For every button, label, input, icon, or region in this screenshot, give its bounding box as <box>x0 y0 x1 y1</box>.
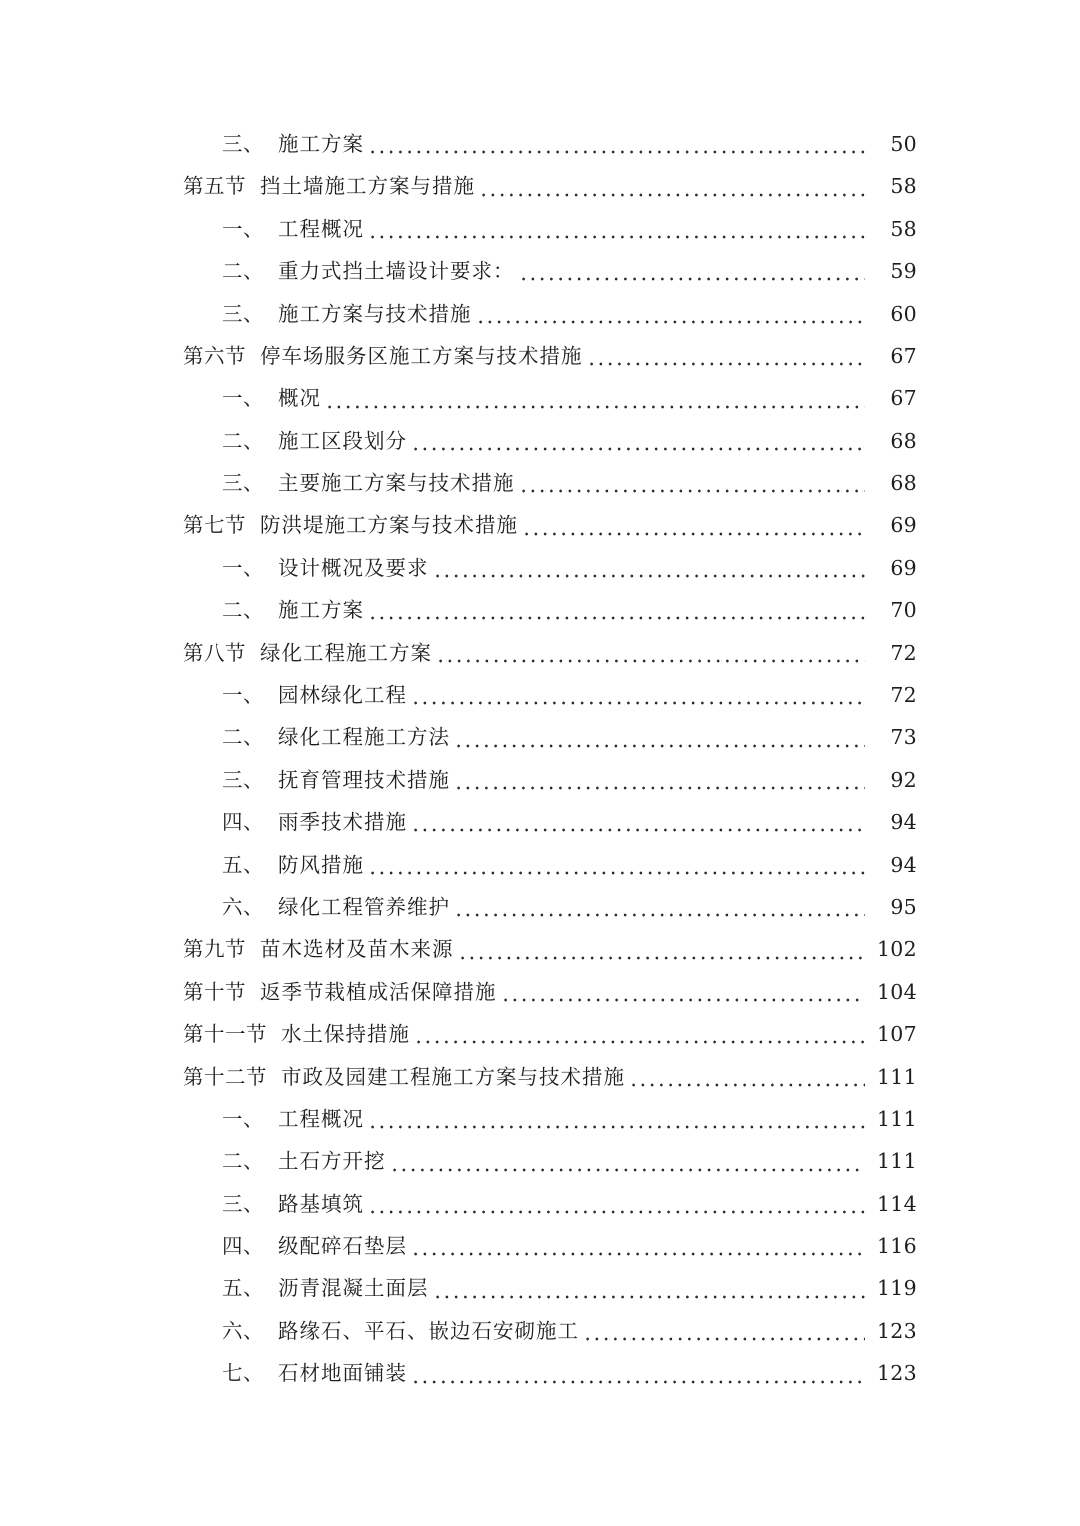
toc-entry-label <box>183 515 518 536</box>
toc-dot-leader <box>411 1236 865 1256</box>
toc-entry-title: 苗木选材及苗木来源 <box>260 937 454 962</box>
toc-item-entry[interactable] <box>0 1225 1080 1267</box>
toc-item-entry[interactable] <box>0 844 1080 886</box>
toc-item-entry[interactable] <box>0 801 1080 843</box>
toc-dot-leader <box>368 855 865 875</box>
toc-entry-number: 三、 <box>222 301 264 326</box>
toc-item-entry[interactable] <box>0 886 1080 928</box>
toc-dot-leader <box>433 1279 866 1299</box>
toc-entry-number: 一、 <box>222 216 264 241</box>
toc-entry-label <box>222 301 472 326</box>
toc-entry-label <box>222 600 364 621</box>
table-of-contents <box>0 123 1080 1395</box>
toc-dot-leader <box>476 304 866 324</box>
toc-entry-number: 五、 <box>222 1276 264 1301</box>
toc-dot-leader <box>454 770 865 790</box>
toc-entry-title: 施工方案 <box>278 131 364 156</box>
toc-entry-title: 概况 <box>278 386 321 411</box>
toc-entry-number: 四、 <box>222 810 264 835</box>
toc-item-entry[interactable] <box>0 589 1080 631</box>
toc-entry-title: 设计概况及要求 <box>278 555 429 580</box>
toc-entry-label <box>183 1024 410 1045</box>
toc-section-entry[interactable] <box>0 1013 1080 1055</box>
toc-dot-leader <box>587 346 866 366</box>
toc-entry-number: 第九节 <box>183 937 246 962</box>
toc-entry-label <box>222 216 364 241</box>
toc-dot-leader <box>629 1067 865 1087</box>
toc-entry-title: 雨季技术措施 <box>278 810 407 835</box>
toc-dot-leader <box>519 261 866 281</box>
toc-entry-label <box>222 1318 579 1343</box>
toc-dot-leader <box>522 516 865 536</box>
toc-entry-label <box>222 428 407 453</box>
toc-page-number: 119 <box>876 1276 917 1301</box>
toc-entry-title: 工程概况 <box>278 1106 364 1131</box>
toc-page-number: 68 <box>890 428 917 453</box>
toc-dot-leader <box>583 1321 865 1341</box>
toc-page-number: 107 <box>876 1022 917 1047</box>
toc-entry-number: 第十节 <box>183 979 246 1004</box>
toc-entry-title: 园林绿化工程 <box>278 683 407 708</box>
toc-dot-leader <box>411 1364 865 1384</box>
toc-entry-label <box>222 1278 429 1299</box>
toc-page-number: 104 <box>876 979 917 1004</box>
toc-page-number: 116 <box>876 1234 917 1259</box>
toc-page-number: 94 <box>890 852 917 877</box>
toc-entry-label <box>222 1236 407 1257</box>
toc-item-entry[interactable] <box>0 1310 1080 1352</box>
toc-entry-number: 第六节 <box>183 343 246 368</box>
toc-entry-number: 第八节 <box>183 640 246 665</box>
toc-entry-label <box>222 812 407 833</box>
toc-entry-title: 防风措施 <box>278 852 364 877</box>
toc-entry-number: 第五节 <box>183 174 246 199</box>
toc-section-entry[interactable] <box>0 335 1080 377</box>
toc-item-entry[interactable] <box>0 1268 1080 1310</box>
toc-item-entry[interactable] <box>0 250 1080 292</box>
toc-entry-title: 抚育管理技术措施 <box>278 767 450 792</box>
toc-entry-label <box>222 473 515 494</box>
toc-entry-number: 第十一节 <box>183 1022 267 1047</box>
toc-page-number: 102 <box>876 937 917 962</box>
toc-dot-leader <box>454 728 865 748</box>
toc-page-number: 72 <box>890 683 917 708</box>
toc-entry-title: 重力式挡土墙设计要求： <box>278 259 515 284</box>
toc-item-entry[interactable] <box>0 547 1080 589</box>
toc-item-entry[interactable] <box>0 208 1080 250</box>
toc-dot-leader <box>501 982 866 1002</box>
toc-section-entry[interactable] <box>0 928 1080 970</box>
toc-page-number: 92 <box>890 767 917 792</box>
toc-page-number: 68 <box>890 471 917 496</box>
toc-section-entry[interactable] <box>0 971 1080 1013</box>
toc-item-entry[interactable] <box>0 759 1080 801</box>
toc-entry-label <box>222 767 450 792</box>
toc-page-number: 67 <box>890 343 917 368</box>
toc-entry-title: 主要施工方案与技术措施 <box>278 471 515 496</box>
toc-entry-number: 六、 <box>222 894 264 919</box>
toc-entry-title: 施工区段划分 <box>278 428 407 453</box>
toc-page-number: 58 <box>890 216 917 241</box>
toc-entry-number: 一、 <box>222 386 264 411</box>
toc-entry-number: 二、 <box>222 725 264 750</box>
toc-entry-label <box>222 1191 364 1216</box>
toc-dot-leader <box>433 558 866 578</box>
toc-entry-label <box>222 131 364 156</box>
toc-entry-label <box>222 1151 386 1172</box>
toc-entry-number: 三、 <box>222 131 264 156</box>
toc-entry-title: 绿化工程施工方法 <box>278 725 450 750</box>
toc-section-entry[interactable] <box>0 505 1080 547</box>
toc-page-number: 59 <box>890 259 917 284</box>
toc-dot-leader <box>368 600 865 620</box>
toc-entry-number: 六、 <box>222 1318 264 1343</box>
toc-entry-title: 石材地面铺装 <box>278 1361 407 1386</box>
toc-entry-label <box>183 939 454 960</box>
toc-entry-label <box>222 727 450 748</box>
toc-entry-title: 施工方案 <box>278 598 364 623</box>
toc-entry-title: 挡土墙施工方案与措施 <box>260 174 475 199</box>
toc-entry-number: 第十二节 <box>183 1064 267 1089</box>
toc-entry-number: 二、 <box>222 259 264 284</box>
toc-item-entry[interactable] <box>0 1183 1080 1225</box>
toc-section-entry[interactable] <box>0 1056 1080 1098</box>
toc-page-number: 111 <box>876 1149 917 1174</box>
toc-entry-number: 七、 <box>222 1361 264 1386</box>
toc-entry-title: 防洪堤施工方案与技术措施 <box>260 513 518 538</box>
toc-page-number: 114 <box>876 1191 917 1216</box>
toc-entry-label <box>222 1363 407 1384</box>
toc-item-entry[interactable] <box>0 293 1080 335</box>
toc-item-entry[interactable] <box>0 123 1080 165</box>
toc-entry-number: 一、 <box>222 1106 264 1131</box>
toc-item-entry[interactable] <box>0 377 1080 419</box>
toc-entry-title: 路基填筑 <box>278 1191 364 1216</box>
toc-item-entry[interactable] <box>0 1352 1080 1394</box>
toc-entry-number: 一、 <box>222 555 264 580</box>
toc-entry-label <box>222 555 429 580</box>
toc-entry-title: 施工方案与技术措施 <box>278 301 472 326</box>
toc-entry-label <box>183 176 475 197</box>
toc-dot-leader <box>411 812 865 832</box>
toc-page-number: 123 <box>876 1361 917 1386</box>
toc-dot-leader <box>458 940 866 960</box>
toc-page-number: 73 <box>890 725 917 750</box>
toc-page-number: 95 <box>890 894 917 919</box>
toc-entry-number: 五、 <box>222 852 264 877</box>
toc-dot-leader <box>479 177 865 197</box>
toc-entry-title: 路缘石、平石、嵌边石安砌施工 <box>278 1318 579 1343</box>
toc-item-entry[interactable] <box>0 674 1080 716</box>
toc-entry-number: 一、 <box>222 683 264 708</box>
toc-dot-leader <box>368 1194 865 1214</box>
toc-entry-title: 水土保持措施 <box>281 1022 410 1047</box>
toc-dot-leader <box>368 1109 865 1129</box>
toc-page-number: 69 <box>890 555 917 580</box>
toc-item-entry[interactable] <box>0 420 1080 462</box>
toc-entry-label <box>222 685 407 706</box>
toc-dot-leader <box>436 643 865 663</box>
toc-entry-title: 工程概况 <box>278 216 364 241</box>
toc-dot-leader <box>368 219 865 239</box>
toc-entry-label <box>183 343 583 368</box>
toc-dot-leader <box>519 473 866 493</box>
toc-entry-label <box>183 640 432 665</box>
toc-page-number: 123 <box>876 1318 917 1343</box>
toc-dot-leader <box>454 897 865 917</box>
toc-page-number: 58 <box>890 174 917 199</box>
toc-entry-label <box>222 852 364 877</box>
toc-section-entry[interactable] <box>0 632 1080 674</box>
toc-entry-label <box>183 1064 625 1089</box>
toc-entry-title: 沥青混凝土面层 <box>278 1276 429 1301</box>
toc-entry-label <box>222 1106 364 1131</box>
toc-dot-leader <box>325 389 865 409</box>
toc-page-number: 67 <box>890 386 917 411</box>
toc-entry-number: 第七节 <box>183 513 246 538</box>
toc-page-number: 94 <box>890 810 917 835</box>
toc-page-number: 69 <box>890 513 917 538</box>
toc-entry-number: 三、 <box>222 1191 264 1216</box>
toc-entry-label <box>183 979 497 1004</box>
toc-entry-label <box>222 894 450 919</box>
toc-entry-title: 市政及园建工程施工方案与技术措施 <box>281 1064 625 1089</box>
toc-entry-title: 返季节栽植成活保障措施 <box>260 979 497 1004</box>
toc-entry-number: 三、 <box>222 767 264 792</box>
toc-entry-number: 二、 <box>222 1149 264 1174</box>
toc-entry-number: 三、 <box>222 471 264 496</box>
toc-entry-title: 绿化工程施工方案 <box>260 640 432 665</box>
toc-dot-leader <box>414 1024 865 1044</box>
toc-page-number: 111 <box>876 1064 917 1089</box>
toc-section-entry[interactable] <box>0 165 1080 207</box>
toc-page-number: 111 <box>876 1106 917 1131</box>
toc-entry-number: 四、 <box>222 1234 264 1259</box>
toc-dot-leader <box>390 1152 866 1172</box>
toc-item-entry[interactable] <box>0 716 1080 758</box>
toc-entry-number: 二、 <box>222 428 264 453</box>
toc-entry-number: 二、 <box>222 598 264 623</box>
toc-entry-title: 停车场服务区施工方案与技术措施 <box>260 343 583 368</box>
toc-item-entry[interactable] <box>0 462 1080 504</box>
toc-dot-leader <box>411 431 865 451</box>
toc-entry-title: 土石方开挖 <box>278 1149 386 1174</box>
toc-page-number: 50 <box>890 131 917 156</box>
toc-dot-leader <box>411 685 865 705</box>
toc-page-number: 72 <box>890 640 917 665</box>
toc-page-number: 60 <box>890 301 917 326</box>
toc-page-number: 70 <box>890 598 917 623</box>
toc-item-entry[interactable] <box>0 1098 1080 1140</box>
toc-item-entry[interactable] <box>0 1140 1080 1182</box>
toc-entry-label <box>222 261 515 282</box>
toc-entry-label <box>222 388 321 409</box>
toc-entry-title: 级配碎石垫层 <box>278 1234 407 1259</box>
toc-entry-title: 绿化工程管养维护 <box>278 894 450 919</box>
toc-dot-leader <box>368 134 865 154</box>
